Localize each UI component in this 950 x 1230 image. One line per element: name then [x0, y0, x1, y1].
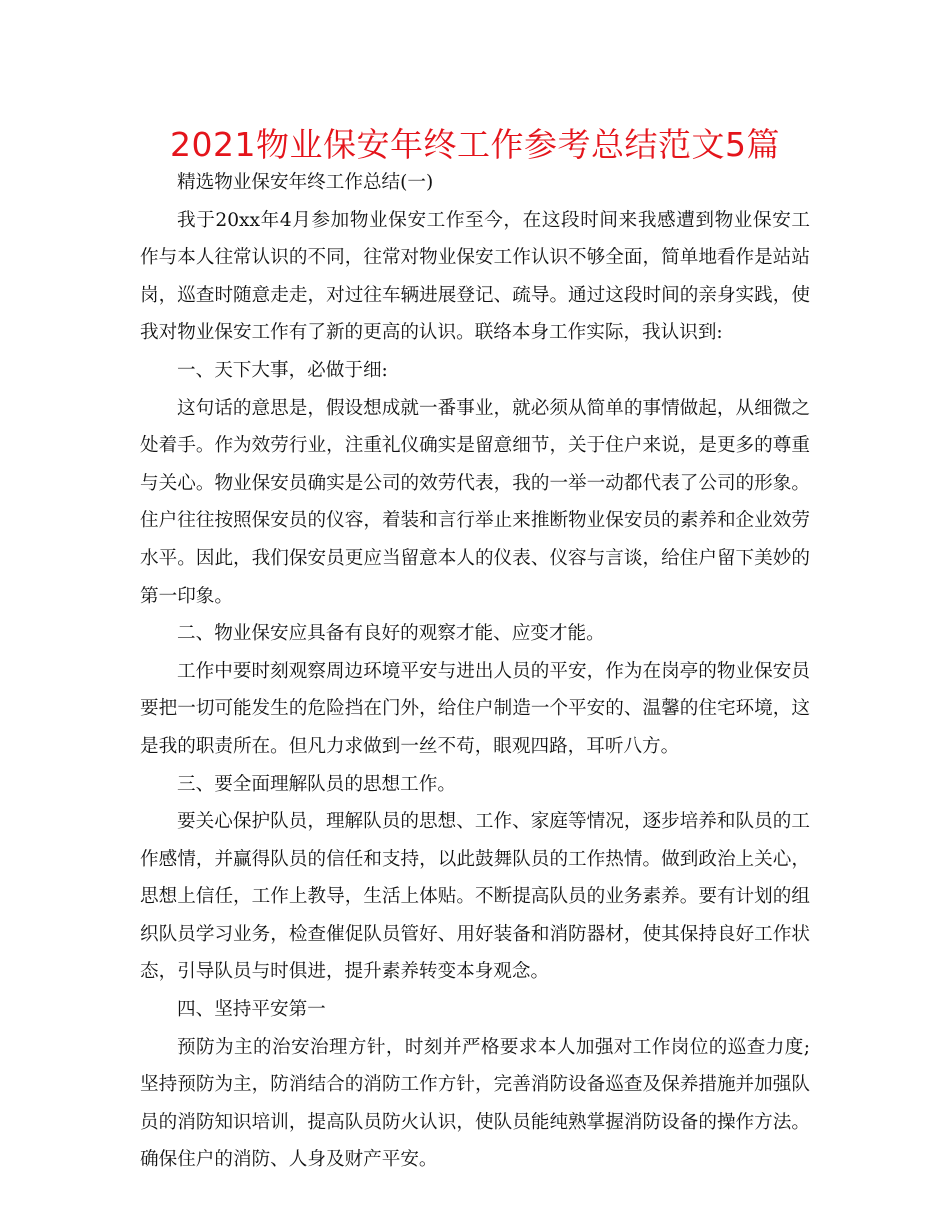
body-line: 精选物业保安年终工作总结(一) — [177, 172, 434, 193]
body-line: 第一印象。 — [140, 585, 233, 607]
body-line: 这句话的意思是，假设想成就一番事业，就必须从简单的事情做起，从细微之 — [177, 397, 810, 419]
body-line: 我于20xx年4月参加物业保安工作至今，在这段时间来我感遭到物业保安工 — [177, 209, 810, 231]
body-line: 坚持预防为主，防消结合的消防工作方针，完善消防设备巡查及保养措施并加强队 — [140, 1074, 810, 1096]
body-line: 思想上信任，工作上教导，生活上体贴。不断提高队员的业务素养。要有计划的组 — [140, 886, 810, 908]
body-line: 是我的职责所在。但凡力求做到一丝不苟，眼观四路，耳听八方。 — [140, 735, 680, 757]
body-line: 织队员学习业务，检查催促队员管好、用好装备和消防器材，使其保持良好工作状 — [140, 923, 810, 945]
body-line: 住户往往按照保安员的仪容，着装和言行举止来推断物业保安员的素养和企业效劳 — [140, 510, 810, 532]
body-line: 态，引导队员与时俱进，提升素养转变本身观念。 — [140, 961, 550, 983]
body-line: 作与本人往常认识的不同，往常对物业保安工作认识不够全面，简单地看作是站站 — [140, 247, 810, 269]
body-line: 确保住户的消防、人身及财产平安。 — [140, 1149, 438, 1171]
document-title: 2021物业保安年终工作参考总结范文5篇 — [170, 125, 780, 164]
body-line: 一、天下大事，必做于细: — [177, 359, 388, 381]
body-line: 岗，巡查时随意走走，对过往车辆进展登记、疏导。通过这段时间的亲身实践，使 — [140, 284, 810, 306]
body-line: 员的消防知识培训，提高队员防火认识，使队员能纯熟掌握消防设备的操作方法。 — [140, 1111, 810, 1133]
document-body — [140, 164, 810, 1179]
body-line: 三、要全面理解队员的思想工作。 — [177, 773, 456, 795]
body-line: 工作中要时刻观察周边环境平安与进出人员的平安，作为在岗亭的物业保安员 — [177, 660, 810, 682]
body-line: 要把一切可能发生的危险挡在门外，给住户制造一个平安的、温馨的住宅环境，这 — [140, 698, 810, 720]
body-line: 水平。因此，我们保安员更应当留意本人的仪表、仪容与言谈，给住户留下美妙的 — [140, 547, 810, 569]
body-line: 要关心保护队员，理解队员的思想、工作、家庭等情况，逐步培养和队员的工 — [177, 811, 810, 833]
body-line: 与关心。物业保安员确实是公司的效劳代表，我的一举一动都代表了公司的形象。 — [140, 472, 810, 494]
body-line: 预防为主的治安治理方针，时刻并严格要求本人加强对工作岗位的巡查力度; — [177, 1036, 810, 1058]
body-line: 作感情，并赢得队员的信任和支持，以此鼓舞队员的工作热情。做到政治上关心， — [140, 848, 810, 870]
body-line: 四、坚持平安第一 — [177, 999, 326, 1021]
body-line: 我对物业保安工作有了新的更高的认识。联络本身工作实际，我认识到: — [140, 322, 723, 344]
body-line: 处着手。作为效劳行业，注重礼仪确实是留意细节，关于住户来说，是更多的尊重 — [140, 435, 810, 457]
body-line: 二、物业保安应具备有良好的观察才能、应变才能。 — [177, 623, 605, 645]
